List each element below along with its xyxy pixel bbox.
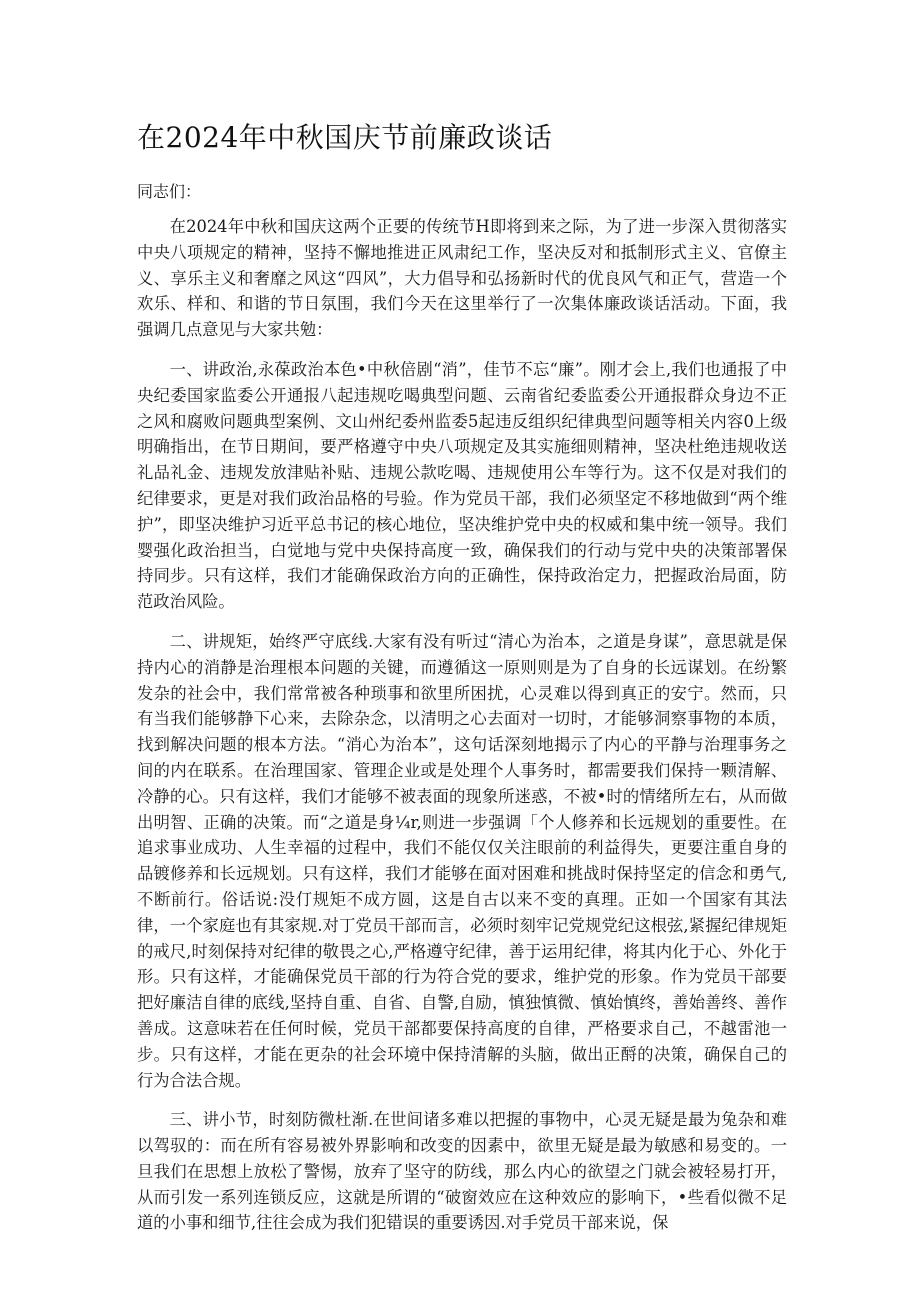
paragraph-section-3: 三、讲小节，时刻防微杜渐.在世间诸多难以把握的事物中，心灵无疑是最为兔杂和难以驾驭的：而在所有容易被外界影响和改变的因素中，欲里无疑是最为敏感和易变的。一旦我们在思想上放松了警惕，放弃了坚守的防线，那么内心的欲望之门就会被轻易打开，从而引发一系列连锁反应，这就是所谓的“破窗效应在这种效应的影响下，•些看似微不足道的小事和细节,往往会成为我们犯错误的重要诱因.对手党员干部来说，保 (137, 1110, 787, 1233)
paragraph-section-1: 一、讲政治,永葆政治本色•中秋倍剧“消”，佳节不忘“廉”。刚才会上,我们也通报了中央纪委国家监委公开通报八起违规吃喝典型问题、云南省纪委监委公开通报群众身边不正之风和腐败问题典型案例、文山州纪委州监委5起违反组织纪律典型问题等相关内容0上级明确指出，在节日期间，要严格遵守中央八项规定及其实施细则精神，坚决杜绝违规收送礼品礼金、违规发放津贴补贴、违规公款吃喝、违规使用公车等行为。这不仅是对我们的纪律要求，更是对我们政治品格的号验。作为党员干部，我们必须坚定不移地做到“两个维护”，即坚决维护习近平总书记的核心地位，坚决维护党中央的权威和集中统一领导。我们婴强化政治担当，白觉地与党中央保持高度一致，确保我们的行动与党中央的决策部署保持同步。只有这样，我们才能确保政治方向的正确性，保持政治定力，把握政治局面，防范政治风险。 (137, 359, 787, 612)
paragraph-intro: 在2024年中秋和国庆这两个正要的传统节H即将到来之际，为了进一步深入贯彻落实中央八项规定的精神，坚持不懈地推进正风肃纪工作，坚决反对和抵制形式主义、官僚主义、享乐主义和奢靡之风这“四风”，大力倡导和弘扬新时代的优良风气和正气，营造一个欢乐、样和、和谐的节日氛围，我们今天在这里举行了一次集体廉政谈话活动。下面，我强调几点意见与大家共勉： (137, 217, 787, 340)
salutation: 同志们： (137, 182, 202, 201)
paragraph-section-2: 二、讲规矩，始终严守底线.大家有没有听过“清心为治本，之道是身谋”，意思就是保持内心的消静是治理根本问题的关键，而遵循这一原则则是为了自身的长远谋划。在纷繁发杂的社会中，我们常常被各种琐事和欲里所困扰，心灵难以得到真正的安宁。然而，只有当我们能够静下心来，去除杂念，以清明之心去面对一切时，才能够洞察事物的本质，找到解决问题的根本方法。“消心为治本”，这句话深刻地揭示了内心的平静与治理事务之间的内在联系。在治理国家、管理企业或是处理个人事务时，都需要我们保持一颗清解、冷静的心。只有这样，我们才能够不被表面的现象所迷惑，不被•时的情绪所左右，从而做出明智、正确的决策。而“之道是身¼r,则进一步强调「个人修养和长远规划的重要性。在追求事业成功、人生幸福的过程中，我们不能仅仅关注眼前的利益得失，更要注重自身的品镀修养和长远规划。只有这样，我们才能够在面对困难和挑战时保持坚定的信念和勇气,不断前行。俗话说:没仃规矩不成方圆，这是自古以来不变的真理。正如一个国家有其法律，一个家庭也有其家规.对丁党员干部而言，必须时刻牢记党规党纪这根弦,紧握纪律规矩的戒尺,时刻保持对纪律的敬畏之心,严格遵守纪律，善于运用纪律，将其内化于心、外化于形。只有这样，才能确保党员干部的行为符合党的要求，维护党的形象。作为党员干部要把好廉洁自律的底线,坚持自重、自省、自警,自励，慎独慎微、慎始慎终，善始善终、善作善成。这意味若在任何时候，党员干部都要保持高度的自律，严格要求自己，不越雷池一步。只有这样，才能在更杂的社会环境中保持清解的头脑，做出正酹的决策，确保自己的行为合法合规。 (137, 631, 787, 1090)
page-title: 在2024年中秋国庆节前廉政谈话 (137, 121, 553, 154)
document-page (137, 118, 787, 1250)
